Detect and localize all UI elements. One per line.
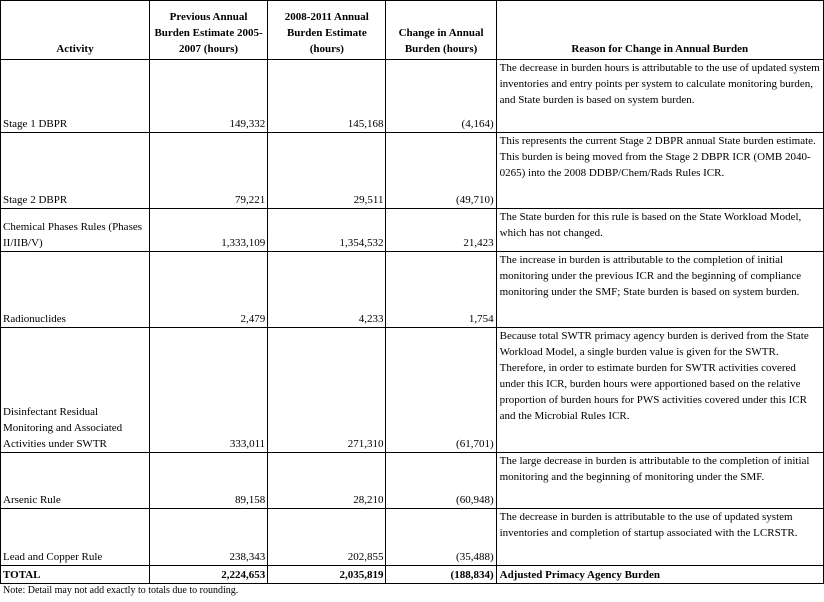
row-activity: Lead and Copper Rule — [1, 509, 150, 566]
total-current: 2,035,819 — [268, 566, 386, 584]
row-change: 21,423 — [386, 209, 496, 252]
row-previous: 89,158 — [149, 453, 267, 509]
row-change: (61,701) — [386, 328, 496, 453]
row-current: 29,511 — [268, 133, 386, 209]
header-change: Change in Annual Burden (hours) — [386, 1, 496, 60]
header-current-estimate: 2008-2011 Annual Burden Estimate (hours) — [268, 1, 386, 60]
header-reason: Reason for Change in Annual Burden — [496, 1, 823, 60]
row-current: 28,210 — [268, 453, 386, 509]
row-change: 1,754 — [386, 252, 496, 328]
row-change: (60,948) — [386, 453, 496, 509]
row-reason: Because total SWTR primacy agency burden is derived from the State Workload Model, a single burden value is given for the SWTR. Therefore, in order to estimate burden for SWTR activities covered under this ICR, burden hours were apportioned based on the relative proportion of burden hours for PWS activities covered under this ICR and the Microbial Rules ICR. — [496, 328, 823, 453]
total-row — [1, 566, 824, 584]
table-row — [1, 133, 824, 209]
table-row — [1, 60, 824, 133]
row-current: 202,855 — [268, 509, 386, 566]
row-current: 1,354,532 — [268, 209, 386, 252]
row-activity: Chemical Phases Rules (Phases II/IIB/V) — [1, 209, 150, 252]
total-label: TOTAL — [1, 566, 150, 584]
table-row — [1, 209, 824, 252]
table-row — [1, 252, 824, 328]
row-reason: This represents the current Stage 2 DBPR annual State burden estimate. This burden is being moved from the Stage 2 DBPR ICR (OMB 2040-0265) into the 2008 DDBP/Chem/Rads Rules ICR. — [496, 133, 823, 209]
table-header-row — [1, 1, 824, 60]
header-activity: Activity — [1, 1, 150, 60]
row-reason: The State burden for this rule is based on the State Workload Model, which has not changed. — [496, 209, 823, 252]
total-previous: 2,224,653 — [149, 566, 267, 584]
row-activity: Radionuclides — [1, 252, 150, 328]
row-change: (49,710) — [386, 133, 496, 209]
header-previous-estimate: Previous Annual Burden Estimate 2005-2007 (hours) — [149, 1, 267, 60]
row-previous: 333,011 — [149, 328, 267, 453]
total-reason: Adjusted Primacy Agency Burden — [496, 566, 823, 584]
row-previous: 79,221 — [149, 133, 267, 209]
total-change: (188,834) — [386, 566, 496, 584]
row-previous: 1,333,109 — [149, 209, 267, 252]
row-change: (35,488) — [386, 509, 496, 566]
row-reason: The large decrease in burden is attributable to the completion of initial monitoring and the beginning of monitoring under the SMF. — [496, 453, 823, 509]
row-previous: 2,479 — [149, 252, 267, 328]
row-change: (4,164) — [386, 60, 496, 133]
table-row — [1, 328, 824, 453]
row-activity: Arsenic Rule — [1, 453, 150, 509]
rounding-note: Note: Detail may not add exactly to totals due to rounding. — [3, 585, 239, 596]
row-reason: The decrease in burden hours is attributable to the use of updated system inventories and entry points per system to calculate monitoring burden, and State burden is based on system burden. — [496, 60, 823, 133]
row-reason: The decrease in burden is attributable to the use of updated system inventories and completion of startup associated with the LCRSTR. — [496, 509, 823, 566]
table-row — [1, 453, 824, 509]
row-current: 145,168 — [268, 60, 386, 133]
row-reason: The increase in burden is attributable to the completion of initial monitoring under the previous ICR and the beginning of compliance monitoring under the SMF; State burden is based on system burden. — [496, 252, 823, 328]
row-current: 4,233 — [268, 252, 386, 328]
row-current: 271,310 — [268, 328, 386, 453]
table-row — [1, 509, 824, 566]
row-previous: 149,332 — [149, 60, 267, 133]
row-previous: 238,343 — [149, 509, 267, 566]
row-activity: Disinfectant Residual Monitoring and Associated Activities under SWTR — [1, 328, 150, 453]
row-activity: Stage 1 DBPR — [1, 60, 150, 133]
row-activity: Stage 2 DBPR — [1, 133, 150, 209]
